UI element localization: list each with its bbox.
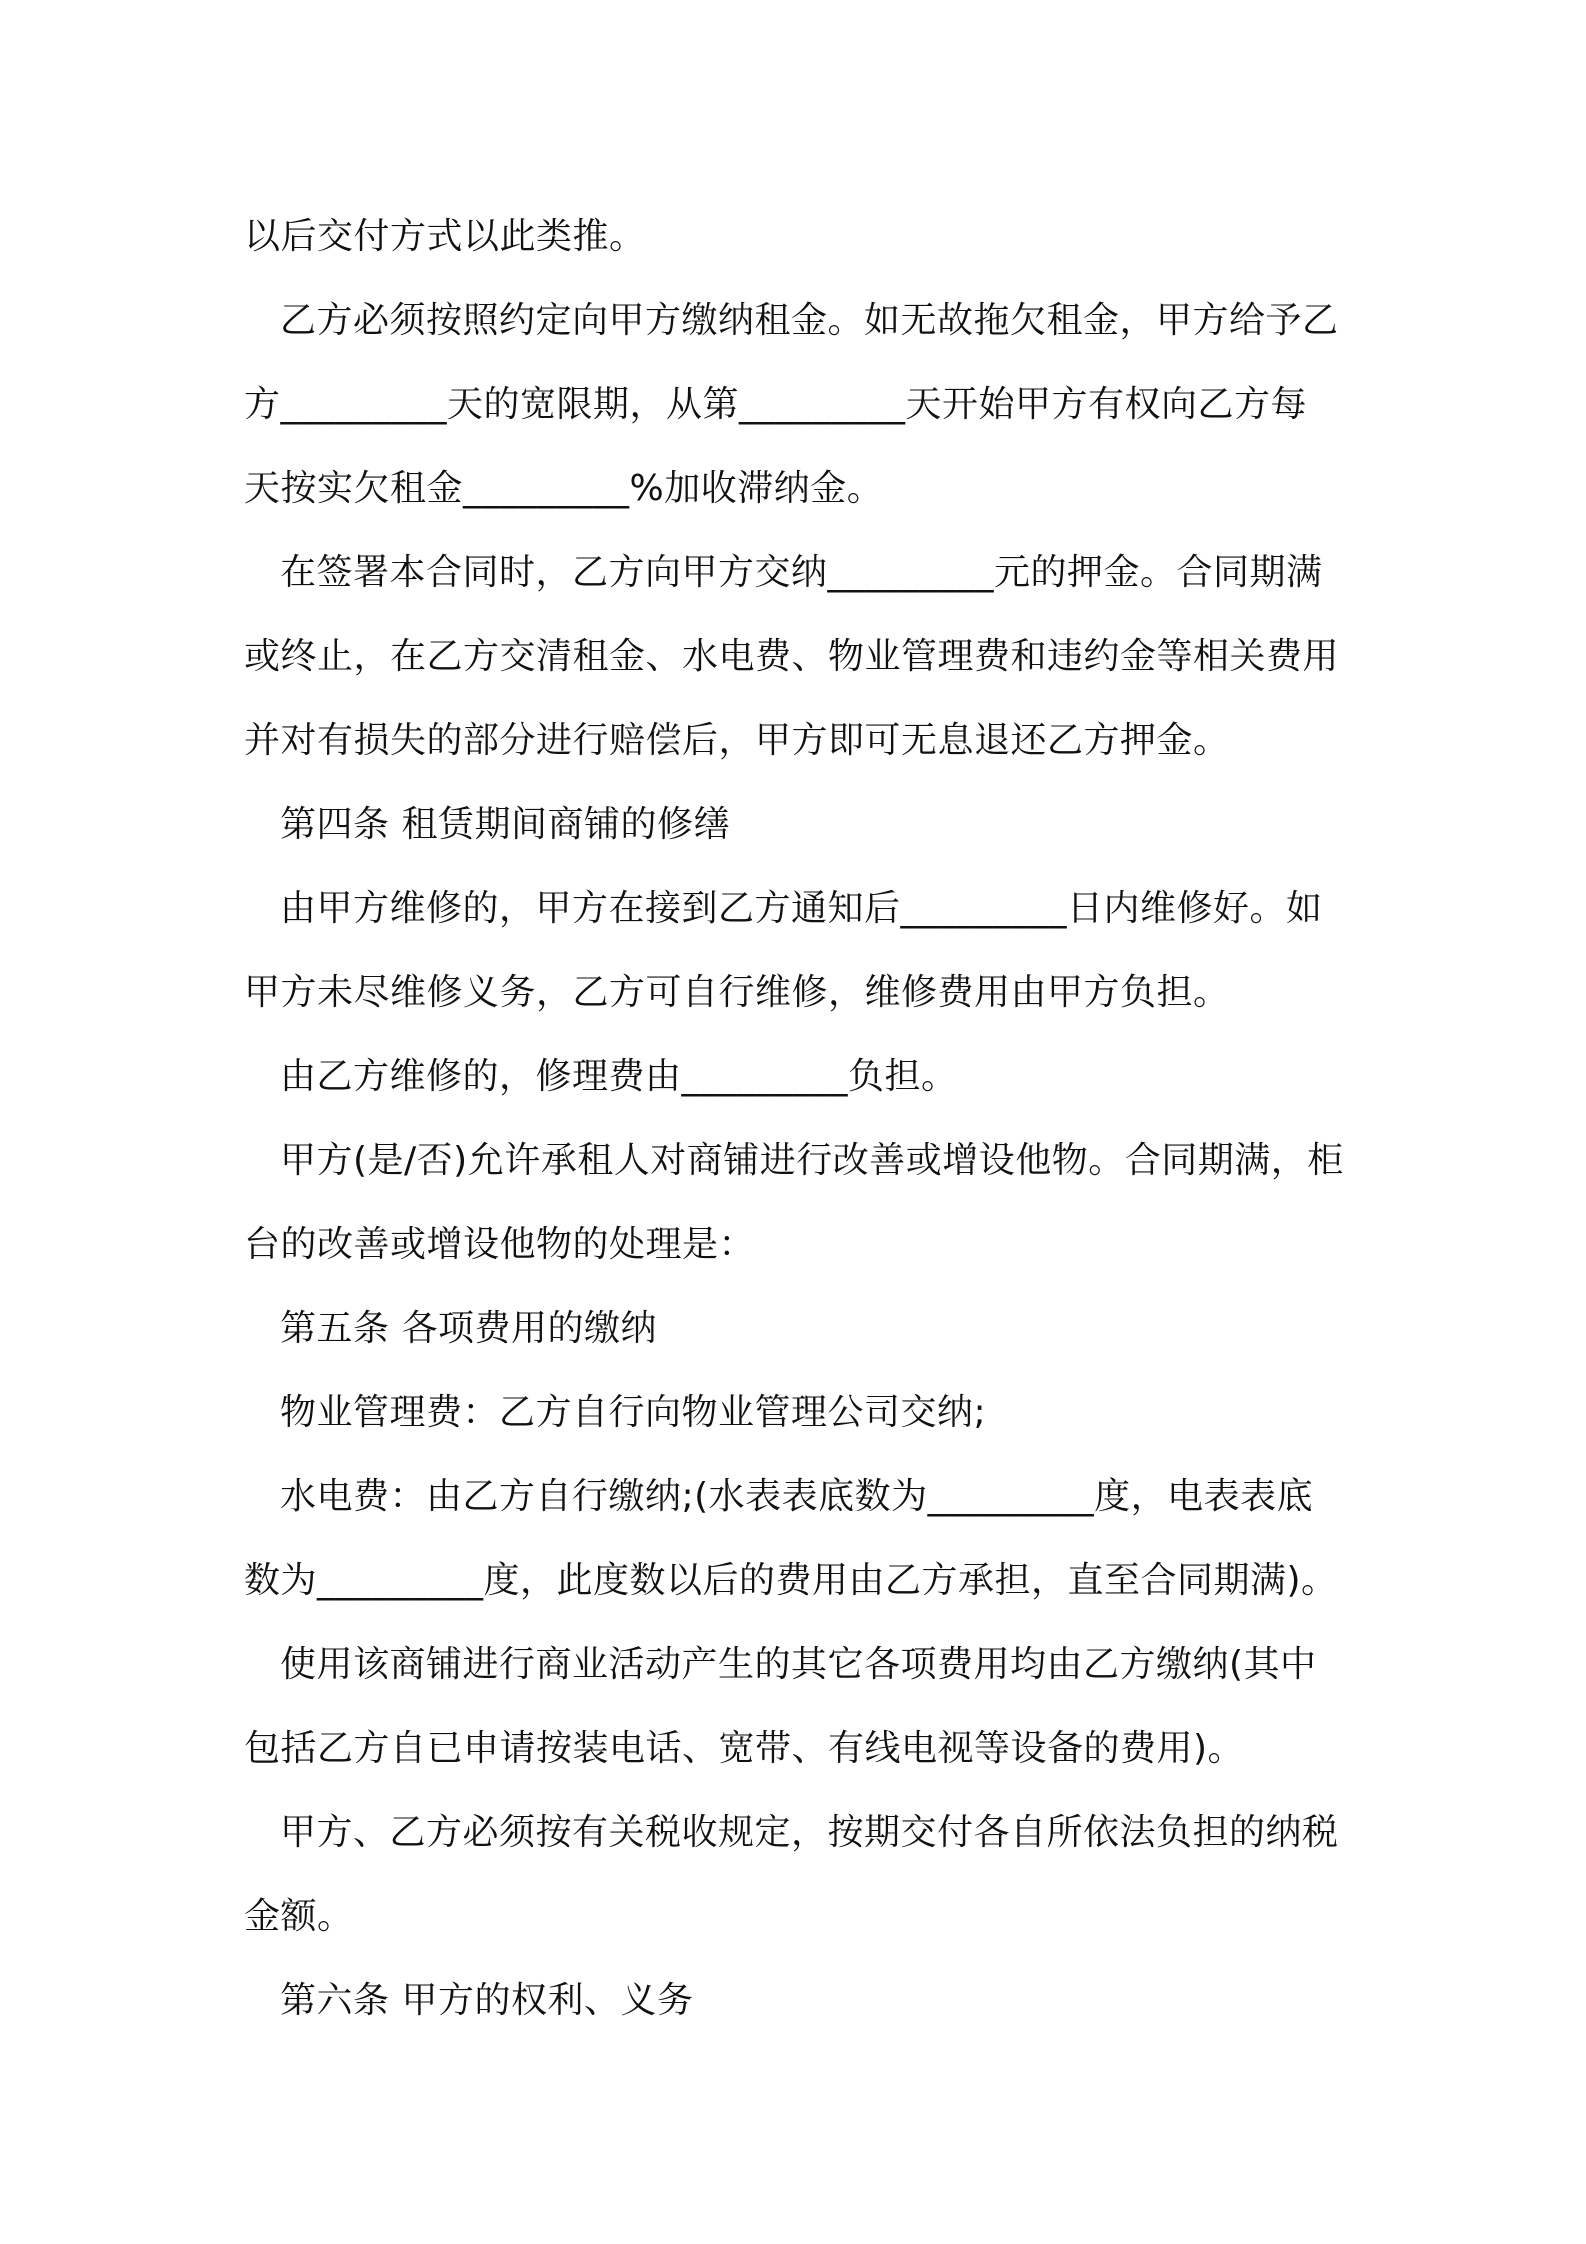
text-line-4: 天按实欠租金_________%加收滞纳金。 (244, 468, 884, 509)
text-line-13: 台的改善或增设他物的处理是： (244, 1224, 756, 1265)
text-line-6: 或终止，在乙方交清租金、水电费、物业管理费和违约金等相关费用 (244, 636, 1340, 677)
section-heading-5: 第五条 各项费用的缴纳 (280, 1308, 657, 1349)
text-line-17: 数为_________度，此度数以后的费用由乙方承担，直至合同期满)。 (244, 1560, 1338, 1601)
section-heading-4: 第四条 租赁期间商铺的修缮 (280, 804, 730, 845)
text-line-2: 乙方必须按照约定向甲方缴纳租金。如无故拖欠租金，甲方给予乙 (280, 300, 1339, 341)
text-line-12: 甲方(是/否)允许承租人对商铺进行改善或增设他物。合同期满，柜 (280, 1140, 1344, 1181)
text-line-18: 使用该商铺进行商业活动产生的其它各项费用均由乙方缴纳(其中 (280, 1644, 1317, 1685)
text-line-15: 物业管理费：乙方自行向物业管理公司交纳; (280, 1392, 987, 1433)
text-line-9: 由甲方维修的，甲方在接到乙方通知后_________日内维修好。如 (280, 888, 1323, 929)
text-line-7: 并对有损失的部分进行赔偿后，甲方即可无息退还乙方押金。 (244, 720, 1230, 761)
document-body (244, 195, 1374, 2043)
text-line-20: 甲方、乙方必须按有关税收规定，按期交付各自所依法负担的纳税 (280, 1812, 1339, 1853)
text-line-1: 以后交付方式以此类推。 (244, 216, 646, 257)
section-heading-6: 第六条 甲方的权利、义务 (280, 1980, 694, 2021)
text-line-21: 金额。 (244, 1896, 354, 1937)
text-line-16: 水电费：由乙方自行缴纳;(水表表底数为_________度，电表表底 (280, 1476, 1314, 1517)
text-line-3: 方_________天的宽限期，从第_________天开始甲方有权向乙方每 (244, 384, 1308, 425)
text-line-11: 由乙方维修的，修理费由_________负担。 (280, 1056, 958, 1097)
text-line-5: 在签署本合同时，乙方向甲方交纳_________元的押金。合同期满 (280, 552, 1323, 593)
text-line-19: 包括乙方自已申请按装电话、宽带、有线电视等设备的费用)。 (244, 1728, 1245, 1769)
text-line-10: 甲方未尽维修义务，乙方可自行维修，维修费用由甲方负担。 (244, 972, 1230, 1013)
